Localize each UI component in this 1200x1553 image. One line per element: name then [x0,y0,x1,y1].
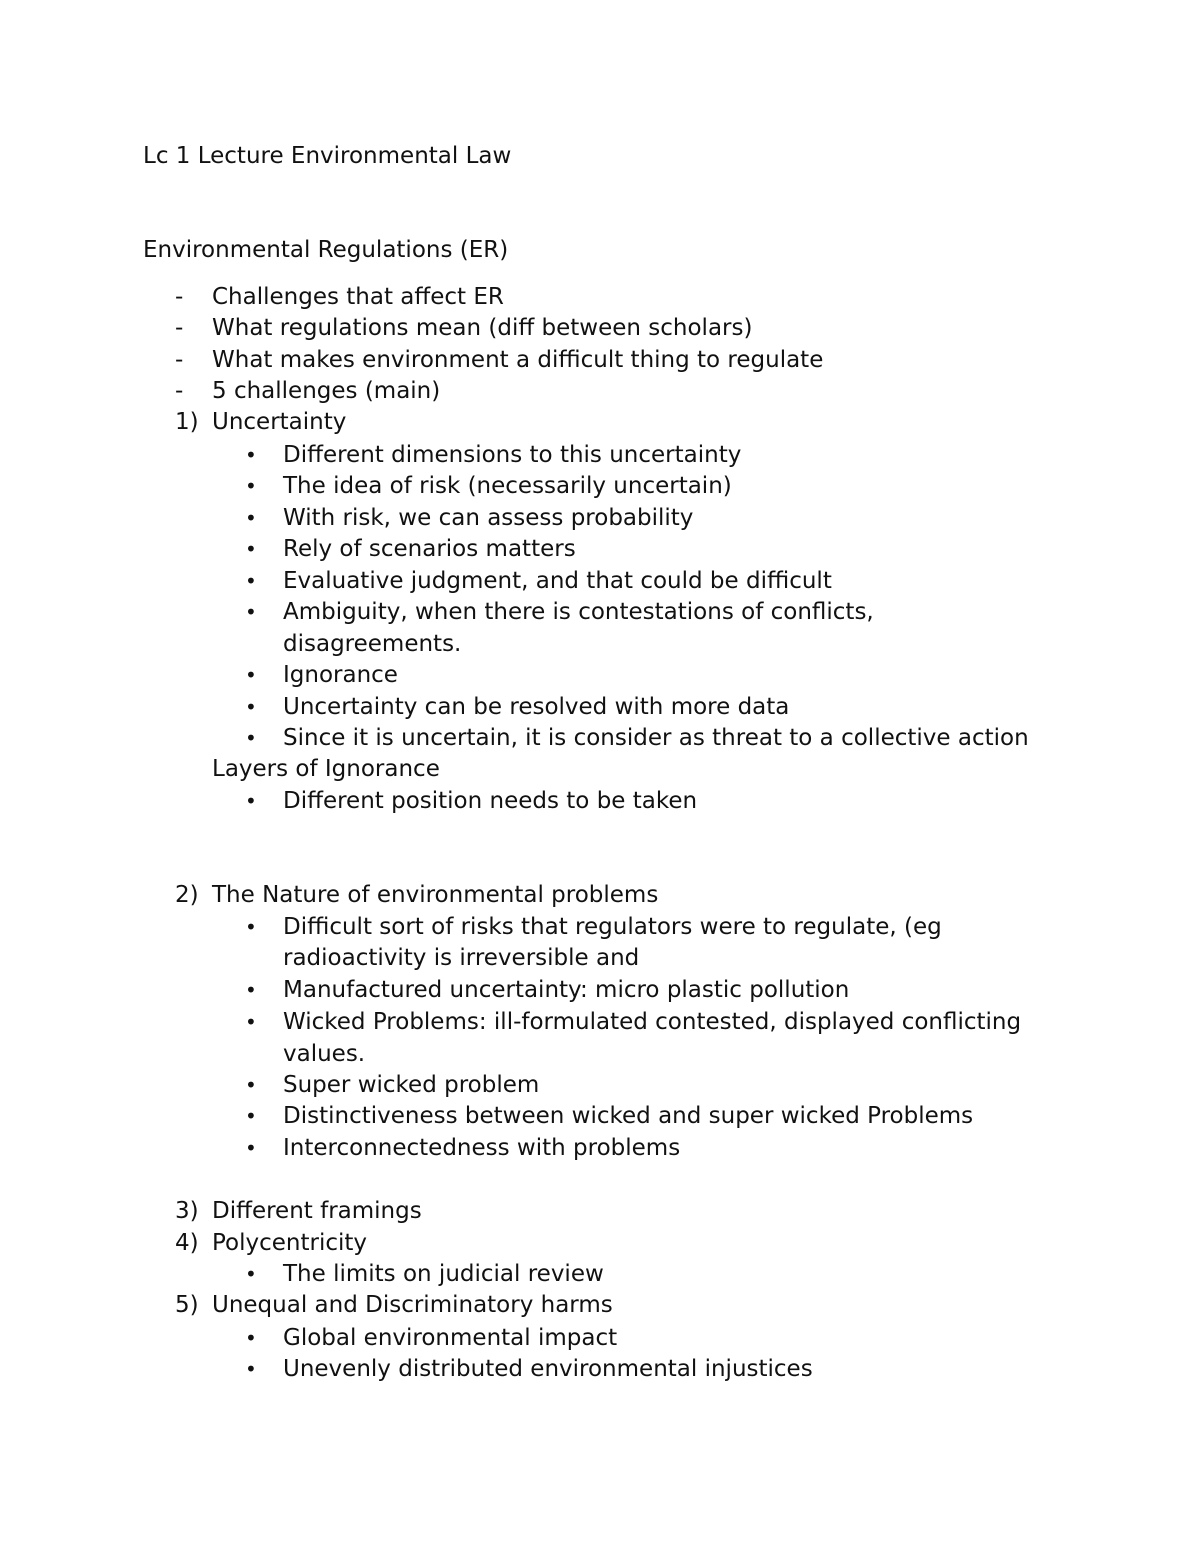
dash-marker: - [175,284,184,310]
section-number: 5) [175,1292,199,1318]
list-item: Global environmental impact [283,1325,618,1351]
section-title: The Nature of environmental problems [212,882,659,908]
section-heading: Environmental Regulations (ER) [143,237,509,263]
list-item: What regulations mean (diff between scholars) [212,315,753,341]
bullet-icon: • [245,506,257,530]
bullet-icon: • [245,474,257,498]
list-item-continuation: disagreements. [283,631,462,657]
section-title: Unequal and Discriminatory harms [212,1292,613,1318]
list-item: Difficult sort of risks that regulators were to regulate, (eg [283,914,942,940]
section-title: Different framings [212,1198,422,1224]
bullet-icon: • [245,569,257,593]
list-item: Wicked Problems: ill-formulated contested, displayed conflicting [283,1009,1022,1035]
bullet-icon: • [245,915,257,939]
list-item: Interconnectedness with problems [283,1135,681,1161]
bullet-icon: • [245,600,257,624]
bullet-icon: • [245,537,257,561]
document-title: Lc 1 Lecture Environmental Law [143,143,512,169]
dash-marker: - [175,315,184,341]
bullet-icon: • [245,1010,257,1034]
sub-heading: Layers of Ignorance [212,756,440,782]
list-item: Different dimensions to this uncertainty [283,442,742,468]
section-number: 2) [175,882,199,908]
list-item: Manufactured uncertainty: micro plastic pollution [283,977,850,1003]
list-item: Ambiguity, when there is contestations of conflicts, [283,599,874,625]
list-item: Rely of scenarios matters [283,536,576,562]
bullet-icon: • [245,1073,257,1097]
section-title: Polycentricity [212,1230,368,1256]
bullet-icon: • [245,695,257,719]
bullet-icon: • [245,789,257,813]
list-item-continuation: values. [283,1041,366,1067]
bullet-icon: • [245,978,257,1002]
list-item: Ignorance [283,662,398,688]
list-item: Evaluative judgment, and that could be difficult [283,568,832,594]
list-item: Challenges that affect ER [212,284,504,310]
list-item-continuation: radioactivity is irreversible and [283,945,640,971]
list-item: Unevenly distributed environmental injustices [283,1356,813,1382]
section-title: Uncertainty [212,409,347,435]
list-item: Since it is uncertain, it is consider as threat to a collective action [283,725,1029,751]
section-number: 3) [175,1198,199,1224]
list-item: What makes environment a difficult thing to regulate [212,347,824,373]
bullet-icon: • [245,1136,257,1160]
bullet-icon: • [245,443,257,467]
bullet-icon: • [245,1326,257,1350]
dash-marker: - [175,347,184,373]
dash-marker: - [175,378,184,404]
section-number: 1) [175,409,199,435]
list-item: Super wicked problem [283,1072,540,1098]
bullet-icon: • [245,1262,257,1286]
list-item: 5 challenges (main) [212,378,441,404]
list-item: Distinctiveness between wicked and super wicked Problems [283,1103,974,1129]
bullet-icon: • [245,1104,257,1128]
list-item: Different position needs to be taken [283,788,698,814]
list-item: With risk, we can assess probability [283,505,694,531]
list-item: Uncertainty can be resolved with more data [283,694,790,720]
bullet-icon: • [245,726,257,750]
list-item: The limits on judicial review [283,1261,604,1287]
section-number: 4) [175,1230,199,1256]
list-item: The idea of risk (necessarily uncertain) [283,473,732,499]
bullet-icon: • [245,1357,257,1381]
bullet-icon: • [245,663,257,687]
